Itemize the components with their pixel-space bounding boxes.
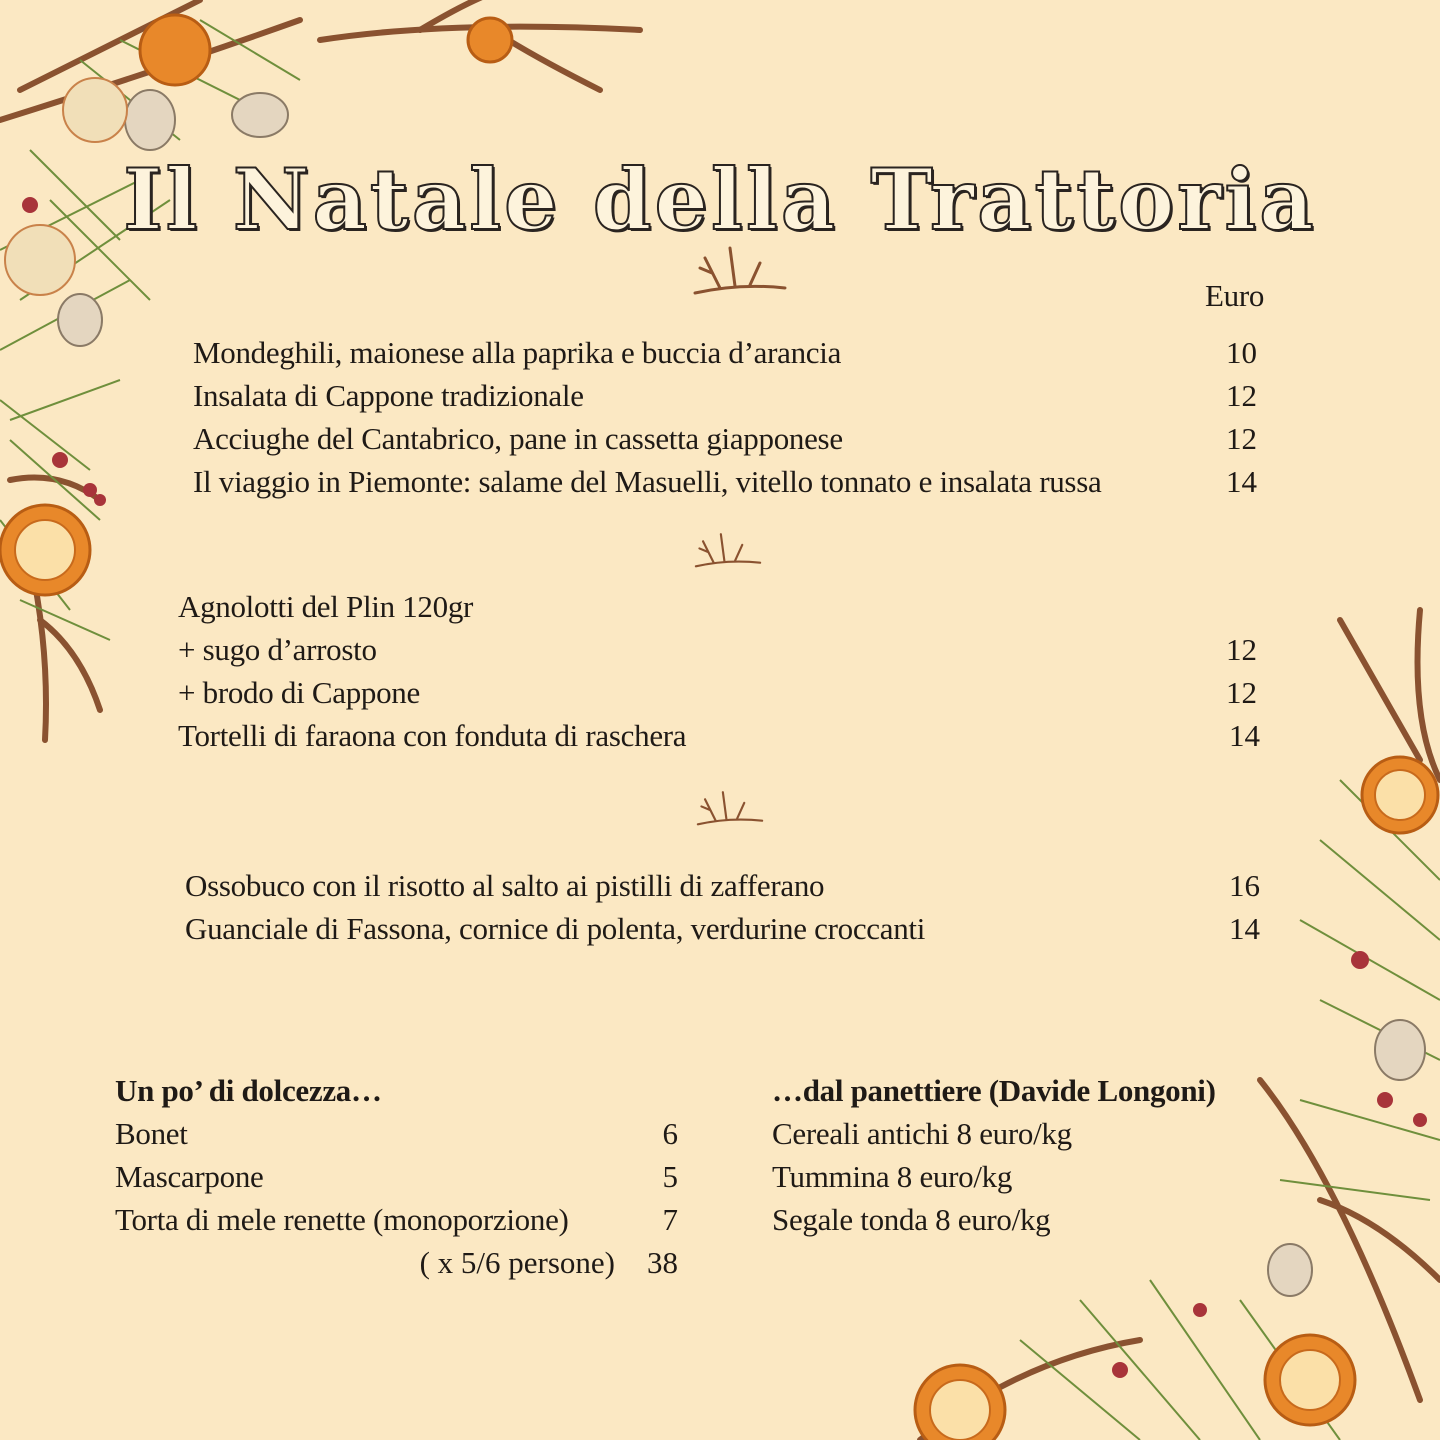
twig-divider-icon xyxy=(690,785,770,835)
dessert-name: Mascarpone xyxy=(115,1159,264,1194)
menu-item-name: + brodo di Cappone xyxy=(178,675,420,710)
twig-divider-icon xyxy=(690,238,790,308)
menu-item-name: Agnolotti del Plin 120gr xyxy=(178,589,474,624)
dessert-price: 5 xyxy=(662,1159,678,1194)
menu-item-name: Ossobuco con il risotto al salto ai pistilli di zafferano xyxy=(185,868,825,903)
menu-item-name: + sugo d’arrosto xyxy=(178,632,377,667)
dessert-price: 6 xyxy=(662,1116,678,1151)
menu-item-name: Guanciale di Fassona, cornice di polenta, verdurine croccanti xyxy=(185,911,926,946)
menu-item-price: 14 xyxy=(1226,464,1257,499)
menu-item-name: Il viaggio in Piemonte: salame del Masuelli, vitello tonnato e insalata russa xyxy=(193,464,1102,499)
dessert-name: Bonet xyxy=(115,1116,188,1151)
menu-item-price: 12 xyxy=(1226,675,1257,710)
menu-item-price: 10 xyxy=(1226,335,1257,370)
dessert-price: 38 xyxy=(647,1245,678,1280)
menu-item-price: 14 xyxy=(1229,911,1260,946)
bottom-right-botanical-decoration xyxy=(820,580,1440,1440)
bread-item: Segale tonda 8 euro/kg xyxy=(772,1202,1051,1237)
dolci-heading: Un po’ di dolcezza… xyxy=(115,1073,382,1108)
menu-item-name: Insalata di Cappone tradizionale xyxy=(193,378,584,413)
pane-heading: …dal panettiere (Davide Longoni) xyxy=(772,1073,1216,1108)
menu-item-price: 12 xyxy=(1226,421,1257,456)
dessert-name: Torta di mele renette (monoporzione) xyxy=(115,1202,569,1237)
bread-item: Tummina 8 euro/kg xyxy=(772,1159,1013,1194)
dessert-price: 7 xyxy=(662,1202,678,1237)
twig-divider-icon xyxy=(688,527,768,577)
menu-item-name: Acciughe del Cantabrico, pane in cassetta giapponese xyxy=(193,421,843,456)
bread-item: Cereali antichi 8 euro/kg xyxy=(772,1116,1072,1151)
dessert-name: ( x 5/6 persone) xyxy=(419,1245,615,1280)
menu-item-price: 16 xyxy=(1229,868,1260,903)
menu-item-price: 12 xyxy=(1226,378,1257,413)
menu-title: Il Natale della Trattoria xyxy=(123,150,1317,249)
currency-label: Euro xyxy=(1205,278,1265,313)
menu-item-price: 12 xyxy=(1226,632,1257,667)
menu-item-name: Tortelli di faraona con fonduta di raschera xyxy=(178,718,687,753)
menu-item-name: Mondeghili, maionese alla paprika e buccia d’arancia xyxy=(193,335,842,370)
menu-item-price: 14 xyxy=(1229,718,1260,753)
